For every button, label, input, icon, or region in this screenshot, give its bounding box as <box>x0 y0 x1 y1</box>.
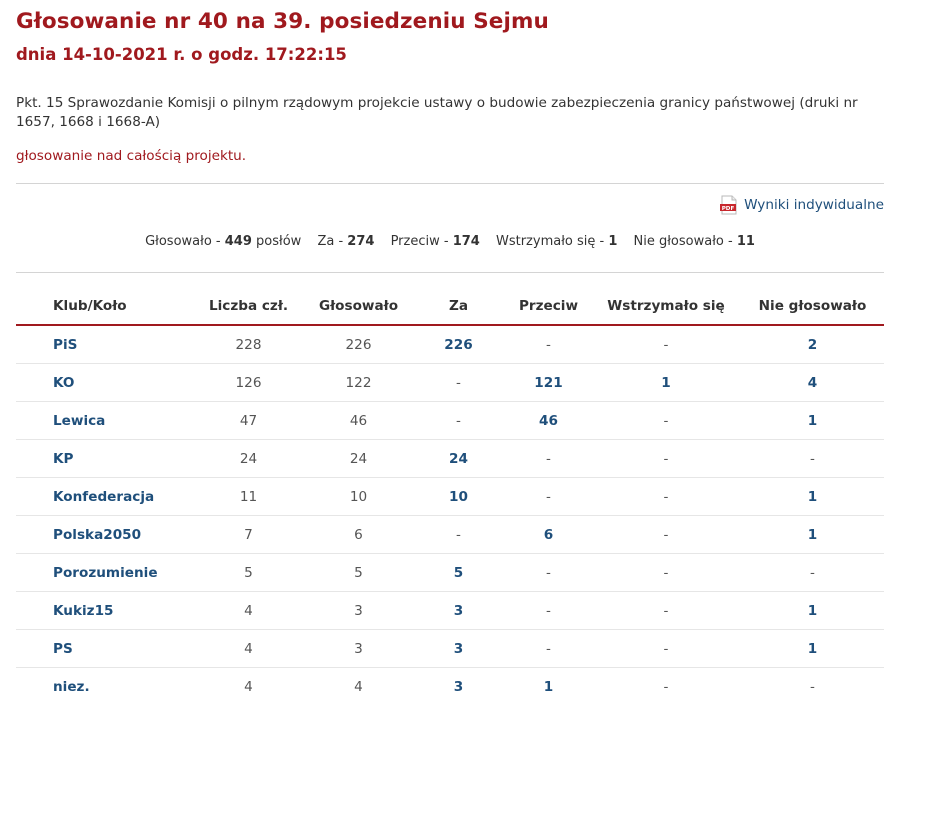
cell-against-link[interactable]: 121 <box>506 364 591 402</box>
header-members: Liczba czł. <box>191 288 306 325</box>
cell-members: 4 <box>244 678 253 695</box>
header-absent: Nie głosowało <box>741 288 884 325</box>
club-results-table <box>16 288 884 705</box>
cell-absent: - <box>741 554 884 592</box>
club-name-link[interactable]: KO <box>16 364 191 402</box>
summary-abstain: Wstrzymało się - 1 <box>495 234 618 249</box>
cell-members: 126 <box>191 364 306 402</box>
cell-for-link[interactable]: 10 <box>411 478 506 516</box>
cell-members: 47 <box>191 402 306 440</box>
header-against: Przeciw <box>506 288 591 325</box>
cell-members: 11 <box>191 478 306 516</box>
summary-absent: Nie głosowało - 11 <box>633 234 755 249</box>
cell-voted: 10 <box>306 478 411 516</box>
cell-against: - <box>506 630 591 668</box>
club-name-link[interactable]: KP <box>16 440 191 478</box>
cell-abstain: - <box>591 516 741 554</box>
pdf-icon <box>719 195 739 215</box>
cell-voted: 24 <box>306 440 411 478</box>
table-row <box>16 630 884 668</box>
cell-abstain: - <box>591 325 741 364</box>
pdf-icon-text: PDF <box>721 205 735 212</box>
header-abstain: Wstrzymało się <box>591 288 741 325</box>
cell-against: - <box>506 554 591 592</box>
table-row <box>16 668 884 706</box>
cell-abstain: - <box>663 678 669 695</box>
club-name-link[interactable]: PiS <box>16 325 191 364</box>
table-row <box>16 592 884 630</box>
cell-for-link[interactable]: 3 <box>453 678 464 695</box>
summary-voted: Głosowało - 449 posłów <box>145 234 302 249</box>
cell-members: 4 <box>191 592 306 630</box>
header-for: Za <box>411 288 506 325</box>
cell-abstain: - <box>591 478 741 516</box>
header-club: Klub/Koło <box>16 288 191 325</box>
cell-members: 7 <box>191 516 306 554</box>
cell-against-link[interactable]: 46 <box>506 402 591 440</box>
page-title: Głosowanie nr 40 na 39. posiedzeniu Sejmu <box>16 9 549 34</box>
divider <box>16 272 884 273</box>
cell-for-link[interactable]: 226 <box>411 325 506 364</box>
club-name-link[interactable]: Kukiz15 <box>16 592 191 630</box>
cell-for: - <box>411 364 506 402</box>
cell-voted: 3 <box>306 592 411 630</box>
table-row <box>16 325 884 364</box>
cell-members: 5 <box>191 554 306 592</box>
table-row <box>16 364 884 402</box>
cell-absent-link[interactable]: 4 <box>741 364 884 402</box>
cell-absent-link[interactable]: 2 <box>741 325 884 364</box>
divider <box>16 183 884 184</box>
cell-voted: 3 <box>306 630 411 668</box>
club-name-link[interactable]: Lewica <box>16 402 191 440</box>
table-header-row <box>16 288 884 325</box>
cell-absent-link[interactable]: 1 <box>741 592 884 630</box>
summary-against: Przeciw - 174 <box>390 234 480 249</box>
cell-against-link[interactable]: 6 <box>506 516 591 554</box>
individual-results-label[interactable]: Wyniki indywidualne <box>744 197 884 213</box>
vote-type: głosowanie nad całością projektu. <box>16 148 247 164</box>
cell-abstain: - <box>591 554 741 592</box>
table-row <box>16 516 884 554</box>
cell-abstain: - <box>591 592 741 630</box>
cell-against: - <box>506 325 591 364</box>
cell-voted: 226 <box>306 325 411 364</box>
cell-absent: - <box>741 440 884 478</box>
cell-absent-link[interactable]: 1 <box>741 478 884 516</box>
cell-voted: 4 <box>354 678 363 695</box>
vote-summary <box>16 234 884 249</box>
agenda-item-description: Pkt. 15 Sprawozdanie Komisji o pilnym rządowym projekcie ustawy o budowie zabezpieczenia granicy państwowej (druki nr 1657, 1668 i 1668-A) <box>16 95 858 130</box>
cell-absent-link[interactable]: 1 <box>741 630 884 668</box>
individual-results-link[interactable] <box>719 195 884 215</box>
summary-for: Za - 274 <box>317 234 375 249</box>
header-voted: Głosowało <box>306 288 411 325</box>
cell-for-link[interactable]: 24 <box>411 440 506 478</box>
cell-abstain: - <box>591 402 741 440</box>
cell-members: 4 <box>191 630 306 668</box>
cell-abstain: - <box>591 440 741 478</box>
cell-for: - <box>411 516 506 554</box>
club-name-link[interactable]: Porozumienie <box>16 554 191 592</box>
cell-absent: - <box>810 678 815 695</box>
vote-datetime: dnia 14-10-2021 r. o godz. 17:22:15 <box>16 45 347 64</box>
cell-abstain-link[interactable]: 1 <box>591 364 741 402</box>
cell-absent-link[interactable]: 1 <box>741 516 884 554</box>
club-name-link[interactable]: Konfederacja <box>16 478 191 516</box>
club-name-link[interactable]: Polska2050 <box>16 516 191 554</box>
cell-against-link[interactable]: 1 <box>543 678 554 695</box>
cell-against: - <box>506 478 591 516</box>
table-row <box>16 478 884 516</box>
cell-voted: 122 <box>306 364 411 402</box>
club-name-link[interactable]: PS <box>16 630 191 668</box>
cell-for: - <box>411 402 506 440</box>
table-row <box>16 402 884 440</box>
cell-against: - <box>506 440 591 478</box>
club-name-link[interactable]: niez. <box>53 678 90 695</box>
cell-absent-link[interactable]: 1 <box>741 402 884 440</box>
cell-for-link[interactable]: 5 <box>411 554 506 592</box>
cell-abstain: - <box>591 630 741 668</box>
table-row <box>16 554 884 592</box>
cell-voted: 6 <box>306 516 411 554</box>
cell-members: 24 <box>191 440 306 478</box>
cell-voted: 5 <box>306 554 411 592</box>
cell-members: 228 <box>191 325 306 364</box>
cell-voted: 46 <box>306 402 411 440</box>
cell-for-link[interactable]: 3 <box>411 630 506 668</box>
table-row <box>16 440 884 478</box>
cell-against: - <box>506 592 591 630</box>
cell-for-link[interactable]: 3 <box>411 592 506 630</box>
